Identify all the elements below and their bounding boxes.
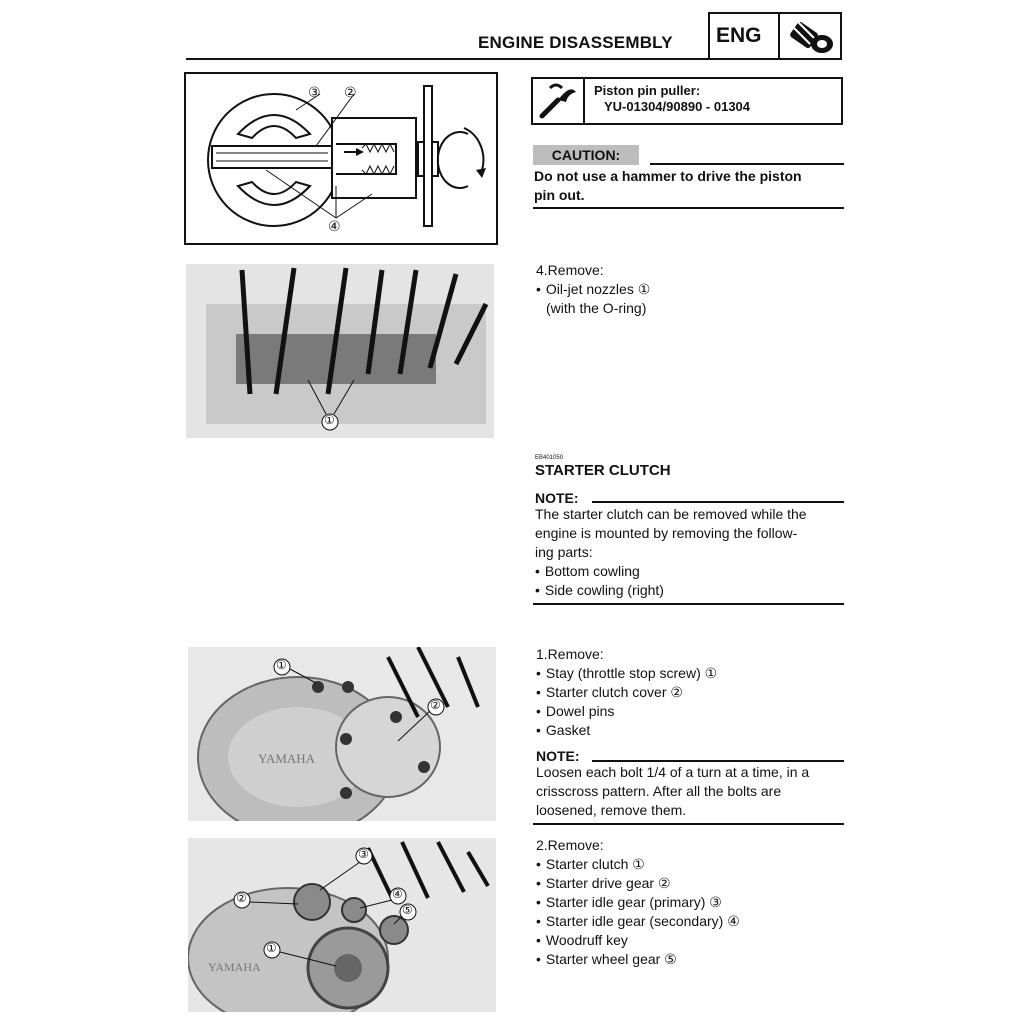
note-rule-2-top	[592, 760, 844, 762]
caution-rule-bottom	[533, 207, 844, 209]
photo3-callout-1: ①	[266, 941, 277, 955]
photo2-drawing	[188, 647, 496, 821]
caution-line-2: pin out.	[534, 187, 585, 203]
caution-label: CAUTION:	[533, 145, 639, 165]
photo2-brand: YAMAHA	[258, 751, 316, 766]
tool-part-number: YU-01304/90890 - 01304	[604, 99, 751, 114]
step1-item-4: • Gasket	[536, 721, 848, 740]
step4-item-1-sub: (with the O-ring)	[546, 300, 647, 316]
section-heading: STARTER CLUTCH	[535, 462, 671, 479]
note2-line-3: loosened, remove them.	[536, 802, 687, 818]
photo3-brand: YAMAHA	[208, 960, 261, 974]
step2-title: 2.Remove:	[536, 837, 604, 853]
step2-item-5: • Woodruff key	[536, 931, 848, 950]
section-badge: ENG	[716, 24, 762, 47]
step1-item-2: • Starter clutch cover ②	[536, 683, 848, 702]
photo2-callout-1: ①	[276, 658, 287, 672]
diagram-callout-4: ④	[328, 218, 341, 234]
note-rule-2-bottom	[533, 823, 844, 825]
photo3-drawing	[188, 838, 496, 1012]
tool-info	[594, 83, 750, 115]
step2-item-6: • Starter wheel gear ⑤	[536, 950, 848, 969]
step4-block	[536, 261, 650, 318]
note-label-2: NOTE:	[536, 748, 580, 764]
engine-icon	[786, 16, 838, 56]
caution-rule-top	[650, 163, 844, 165]
photo3-callout-3: ③	[358, 847, 369, 861]
note2-line-2: crisscross pattern. After all the bolts are	[536, 783, 782, 799]
tool-box-divider	[583, 77, 585, 125]
note1-bullet-1: • Bottom cowling	[535, 562, 847, 581]
note-body-1	[535, 505, 847, 600]
note-rule-1-bottom	[533, 603, 844, 605]
caution-line-1: Do not use a hammer to drive the piston	[534, 168, 802, 184]
diagram-drawing	[186, 74, 496, 243]
step2-item-4: • Starter idle gear (secondary) ④	[536, 912, 848, 931]
note1-line-1: The starter clutch can be removed while the	[535, 506, 807, 522]
diagram-callout-3: ③	[308, 84, 321, 100]
step4-item-1: • Oil-jet nozzles ①	[536, 280, 650, 299]
note2-line-1: Loosen each bolt 1/4 of a turn at a time, in a	[536, 764, 810, 780]
header-rule	[186, 58, 710, 60]
note1-bullet-2: • Side cowling (right)	[535, 581, 847, 600]
puller-tool-icon	[536, 80, 580, 122]
step1-block	[536, 645, 848, 740]
step1-item-3: • Dowel pins	[536, 702, 848, 721]
photo3-callout-5: ⑤	[402, 903, 413, 917]
step4-title: 4.Remove:	[536, 262, 604, 278]
page-title: ENGINE DISASSEMBLY	[478, 33, 673, 52]
step1-title: 1.Remove:	[536, 646, 604, 662]
tool-name: Piston pin puller:	[594, 83, 701, 98]
photo3-callout-2: ②	[236, 891, 247, 905]
step2-item-1: • Starter clutch ①	[536, 855, 848, 874]
diagram-callout-2: ②	[344, 84, 357, 100]
note-rule-1-top	[592, 501, 844, 503]
note-body-2	[536, 763, 848, 820]
note1-line-2: engine is mounted by removing the follow-	[535, 525, 798, 541]
photo3-callout-4: ④	[392, 887, 403, 901]
step1-item-1: • Stay (throttle stop screw) ①	[536, 664, 848, 683]
oil-jet-nozzles-photo	[186, 264, 494, 438]
section-code: EB401050	[535, 455, 564, 461]
note-label-1: NOTE:	[535, 490, 579, 506]
photo2-callout-2: ②	[430, 698, 441, 712]
step2-item-2: • Starter drive gear ②	[536, 874, 848, 893]
photo1-callout-1: ①	[324, 413, 335, 427]
badge-divider	[778, 12, 780, 60]
step2-item-3: • Starter idle gear (primary) ③	[536, 893, 848, 912]
piston-pin-puller-diagram	[184, 72, 498, 245]
caution-text	[534, 167, 846, 205]
photo-drawing	[186, 264, 494, 438]
step2-block	[536, 836, 848, 969]
note1-line-3: ing parts:	[535, 544, 593, 560]
starter-clutch-cover-photo	[188, 647, 496, 821]
starter-gears-photo	[188, 838, 496, 1012]
